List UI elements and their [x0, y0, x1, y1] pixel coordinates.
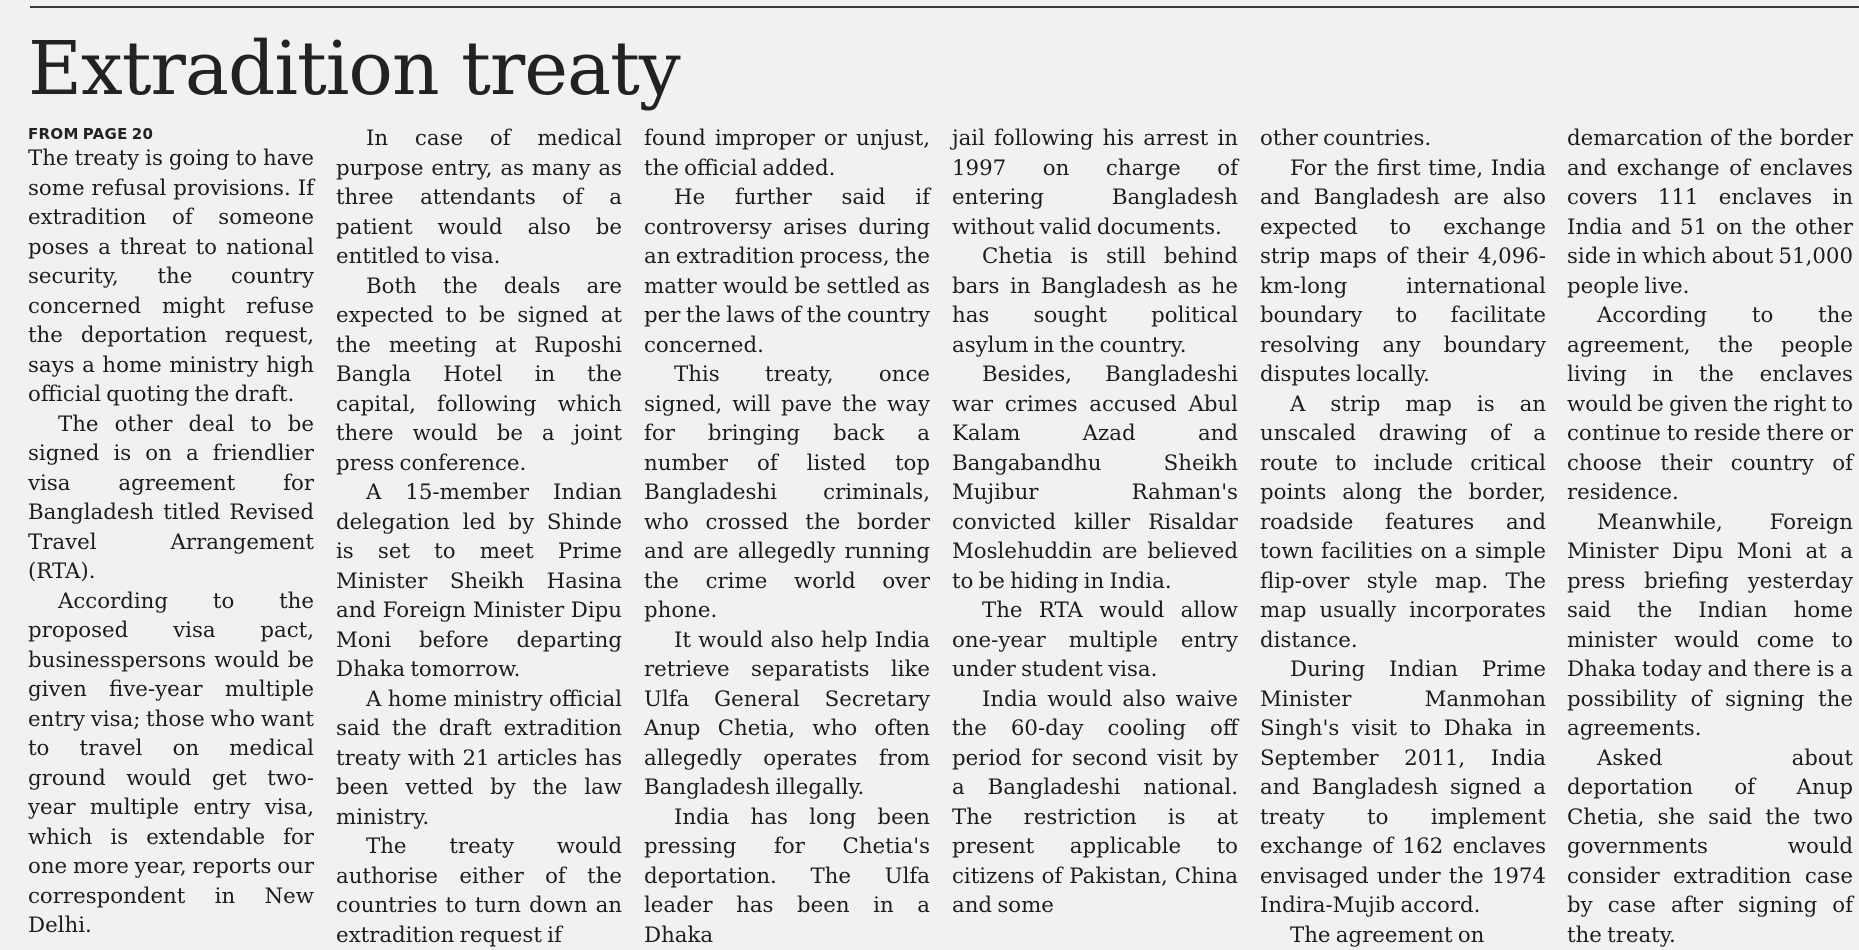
paragraph: The treaty is going to have some refusal provisions. If extradition of someone poses a threat to national security, the country concerned might refuse the deportation request, says a home ministry high official quoting the draft. [28, 144, 314, 410]
paragraph: A home ministry official said the draft extradition treaty with 21 articles has been vetted by the law ministry. [336, 685, 622, 833]
paragraph: jail following his arrest in 1997 on charge of entering Bangladesh without valid documents. [952, 124, 1238, 242]
paragraph: The agreement on [1260, 921, 1546, 950]
paragraph: other countries. [1260, 124, 1546, 154]
paragraph: He further said if controversy arises during an extradition process, the matter would be settled as per the laws of the country concerned. [644, 183, 930, 360]
top-rule [30, 6, 1859, 8]
paragraph: For the first time, India and Bangladesh are also expected to exchange strip maps of their 4,096-km-long international boundary to facilitate resolving any boundary disputes locally. [1260, 154, 1546, 390]
kicker-from-page: FROM PAGE 20 [28, 124, 314, 144]
article-column-3 [644, 124, 930, 876]
paragraph: Besides, Bangladeshi war crimes accused Abul Kalam Azad and Bangabandhu Sheikh Mujibur Rahman's convicted killer Risaldar Moslehuddin are believed to be hiding in India. [952, 360, 1238, 596]
paragraph: A 15-member Indian delegation led by Shinde is set to meet Prime Minister Sheikh Hasina and Foreign Minister Dipu Moni before departing Dhaka tomorrow. [336, 478, 622, 685]
paragraph: demarcation of the border and exchange of enclaves covers 111 enclaves in India and 51 on the other side in which about 51,000 people live. [1567, 124, 1853, 301]
article-column-4 [952, 124, 1238, 876]
paragraph: A strip map is an unscaled drawing of a route to include critical points along the border, roadside features and town facilities on a simple flip-over style map. The map usually incorporates distance. [1260, 390, 1546, 656]
paragraph: According to the proposed visa pact, businesspersons would be given five-year multiple entry visa; those who want to travel on medical ground would get two-year multiple entry visa, which is extendable for one more year, reports our correspondent in New Delhi. [28, 587, 314, 941]
headline: Extradition treaty [28, 24, 680, 114]
paragraph: The other deal to be signed is on a friendlier visa agreement for Bangladesh titled Revised Travel Arrangement (RTA). [28, 410, 314, 587]
article-column-6 [1567, 124, 1853, 876]
paragraph: In case of medical purpose entry, as many as three attendants of a patient would also be entitled to visa. [336, 124, 622, 272]
paragraph: Chetia is still behind bars in Bangladesh as he has sought political asylum in the country. [952, 242, 1238, 360]
paragraph: The RTA would allow one-year multiple entry under student visa. [952, 596, 1238, 685]
paragraph: During Indian Prime Minister Manmohan Singh's visit to Dhaka in September 2011, India and Bangladesh signed a treaty to implement exchange of 162 enclaves envisaged under the 1974 Indira-Mujib accord. [1260, 655, 1546, 921]
article-column-5 [1260, 124, 1546, 876]
paragraph: Meanwhile, Foreign Minister Dipu Moni at a press briefing yesterday said the Indian home minister would come to Dhaka today and there is a possibility of signing the agreements. [1567, 508, 1853, 744]
paragraph: The treaty would authorise either of the countries to turn down an extradition request if [336, 832, 622, 950]
paragraph: It would also help India retrieve separatists like Ulfa General Secretary Anup Chetia, who often allegedly operates from Bangladesh illegally. [644, 626, 930, 803]
paragraph: Asked about deportation of Anup Chetia, she said the two governments would consider extradition case by case after signing of the treaty. [1567, 744, 1853, 950]
paragraph: India would also waive the 60-day cooling off period for second visit by a Bangladeshi national. The restriction is at present applicable to citizens of Pakistan, China and some [952, 685, 1238, 921]
paragraph: Both the deals are expected to be signed at the meeting at Ruposhi Bangla Hotel in the capital, following which there would be a joint press conference. [336, 272, 622, 479]
paragraph: found improper or unjust, the official added. [644, 124, 930, 183]
paragraph: According to the agreement, the people living in the enclaves would be given the right to continue to reside there or choose their country of residence. [1567, 301, 1853, 508]
paragraph: India has long been pressing for Chetia's deportation. The Ulfa leader has been in a Dhaka [644, 803, 930, 950]
paragraph: This treaty, once signed, will pave the way for bringing back a number of listed top Bangladeshi criminals, who crossed the border and are allegedly running the crime world over phone. [644, 360, 930, 626]
article-column-1 [28, 124, 314, 876]
article-column-2 [336, 124, 622, 876]
